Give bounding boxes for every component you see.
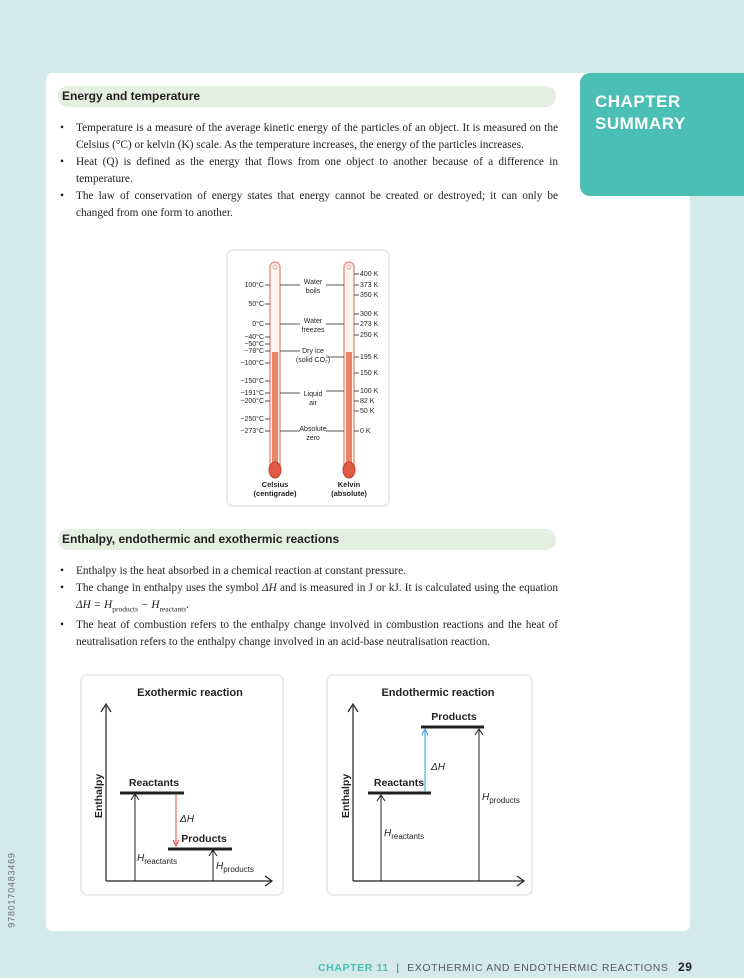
footer-chapter: CHAPTER 11	[318, 962, 389, 974]
exo-h-reactants-h: H	[137, 853, 145, 864]
equation-minus: − H	[138, 599, 160, 611]
bullet-temperature: • Temperature is a measure of the average kinetic energy of the particles of an object. It is measured on the Celsius (°C) or kelvin (K) scale. As the temperature increases, the energy of the particles increases.	[58, 120, 558, 154]
endothermic-figure	[326, 674, 533, 896]
chapter-summary-title: CHAPTER SUMMARY	[595, 92, 686, 133]
thermometer-figure	[226, 249, 390, 507]
exo-reactants-label: Reactants	[128, 777, 180, 789]
event-water-freezes-2: freezes	[301, 327, 325, 334]
endo-reactants-label: Reactants	[373, 777, 425, 789]
celsius-tick-minus150: −150°C	[240, 378, 264, 385]
kelvin-tick-0: 0 K	[360, 428, 371, 435]
endo-enthalpy-axis-label: Enthalpy	[340, 773, 352, 819]
kelvin-tick-400: 400 K	[360, 271, 379, 278]
event-absolute-zero-2: zero	[306, 435, 320, 442]
equation-sub-products: products	[112, 604, 139, 614]
endo-h-products-h: H	[482, 792, 490, 803]
endothermic-title: Endothermic reaction	[381, 687, 495, 699]
kelvin-tick-250: 250 K	[360, 332, 379, 339]
bullet2-part2: and is measured in J or kJ. It is calculated using the equation	[276, 582, 558, 594]
endo-h-reactants-sub: reactants	[391, 832, 425, 841]
kelvin-tube-cap	[347, 265, 351, 269]
isbn-vertical: 9780170483469	[6, 852, 17, 928]
celsius-tick-marks	[265, 285, 270, 431]
kelvin-label: Kelvin	[337, 480, 361, 489]
kelvin-tick-373: 373 K	[360, 282, 379, 289]
event-water-boils-1: Water	[303, 279, 323, 286]
bullet-conservation: • The law of conservation of energy states that energy cannot be created or destroyed; it can only be changed from one form to another.	[58, 188, 558, 222]
kelvin-tick-350: 350 K	[360, 292, 379, 299]
exo-products-label: Products	[181, 833, 227, 845]
celsius-tick-minus40: −40°C	[244, 334, 264, 341]
celsius-tick-100: 100°C	[244, 282, 264, 289]
event-water-freezes-1: Water	[303, 318, 323, 325]
exothermic-diagram	[82, 676, 282, 894]
kelvin-tick-195: 195 K	[360, 354, 379, 361]
bullet-enthalpy-definition: • Enthalpy is the heat absorbed in a chemical reaction at constant pressure.	[58, 563, 558, 580]
enthalpy-bullet-list	[58, 563, 558, 651]
celsius-tick-minus200: −200°C	[240, 398, 264, 405]
event-absolute-zero-1: Absolute	[299, 426, 327, 433]
celsius-tick-minus100: −100°C	[240, 360, 264, 367]
kelvin-tick-273: 273 K	[360, 321, 379, 328]
exo-h-products-sub: products	[223, 865, 254, 874]
bullet-enthalpy-change	[58, 580, 558, 617]
chapter-summary-tab	[580, 73, 744, 196]
celsius-tick-50: 50°C	[248, 301, 264, 308]
kelvin-bulb	[343, 462, 355, 478]
page-number: 29	[678, 960, 693, 974]
thermometer-diagram	[228, 251, 388, 505]
bullet-combustion-neutralisation: • The heat of combustion refers to the enthalpy change involved in combustion reactions and the heat of neutralisation refers to the enthalpy change involved in an acid-base neutralisation reaction.	[58, 617, 558, 651]
endothermic-diagram	[328, 676, 531, 894]
exo-enthalpy-axis-label: Enthalpy	[93, 773, 105, 819]
celsius-tick-minus273: −273°C	[240, 428, 264, 435]
kelvin-sublabel: (absolute)	[331, 489, 367, 498]
footer-chapter-title: EXOTHERMIC AND ENDOTHERMIC REACTIONS	[407, 962, 669, 974]
exo-h-reactants-sub: reactants	[144, 857, 178, 866]
kelvin-tick-100: 100 K	[360, 388, 379, 395]
endo-h-reactants-label	[384, 828, 424, 841]
endo-h-reactants-h: H	[384, 828, 392, 839]
kelvin-tick-82: 82 K	[360, 398, 375, 405]
equation-end: .	[186, 599, 189, 611]
kelvin-tick-50: 50 K	[360, 408, 375, 415]
celsius-sublabel: (centigrade)	[253, 489, 297, 498]
energy-bullet-list	[58, 120, 558, 222]
delta-h-symbol: ΔH	[261, 582, 277, 594]
celsius-tick-0: 0°C	[252, 321, 264, 328]
event-water-boils-2: boils	[305, 288, 321, 295]
equation-start: ΔH = H	[76, 599, 113, 611]
footer-separator: |	[396, 962, 400, 974]
exothermic-figure	[80, 674, 284, 896]
bullet-heat: • Heat (Q) is defined as the energy that flows from one object to another because of a difference in temperature.	[58, 154, 558, 188]
event-liquid-air-1: Liquid	[303, 391, 323, 398]
kelvin-fill	[346, 352, 352, 470]
exo-delta-h-label: ΔH	[180, 814, 194, 825]
celsius-bulb	[269, 462, 281, 478]
celsius-tick-minus250: −250°C	[240, 416, 264, 423]
footer-running-head	[318, 962, 669, 974]
endo-delta-h-label: ΔH	[431, 762, 445, 773]
event-dry-ice-2: (solid CO₂)	[295, 357, 331, 364]
equation-sub-reactants: reactants	[159, 604, 187, 614]
endo-h-products-label	[482, 792, 520, 805]
section-heading-enthalpy: Enthalpy, endothermic and exothermic reactions	[58, 529, 556, 550]
endo-h-products-sub: products	[489, 796, 520, 805]
exo-h-products-h: H	[216, 861, 224, 872]
celsius-tube-cap	[273, 265, 277, 269]
exothermic-title: Exothermic reaction	[137, 687, 243, 699]
kelvin-tick-150: 150 K	[360, 370, 379, 377]
exo-h-reactants-label	[137, 853, 177, 866]
celsius-tick-minus50: −50°C	[244, 341, 264, 348]
bullet2-part1: The change in enthalpy uses the symbol	[76, 582, 262, 594]
celsius-tick-minus191: −191°C	[240, 390, 264, 397]
endo-products-label: Products	[431, 711, 477, 723]
event-liquid-air-2: air	[309, 400, 317, 407]
kelvin-tick-300: 300 K	[360, 311, 379, 318]
exo-h-products-label	[216, 861, 254, 874]
celsius-tick-minus78: −78°C	[244, 348, 264, 355]
kelvin-tick-marks	[354, 274, 359, 431]
section-heading-energy: Energy and temperature	[58, 86, 556, 107]
celsius-label: Celsius	[261, 480, 289, 489]
celsius-fill	[272, 352, 278, 470]
event-dry-ice-1: Dry ice	[302, 348, 324, 355]
